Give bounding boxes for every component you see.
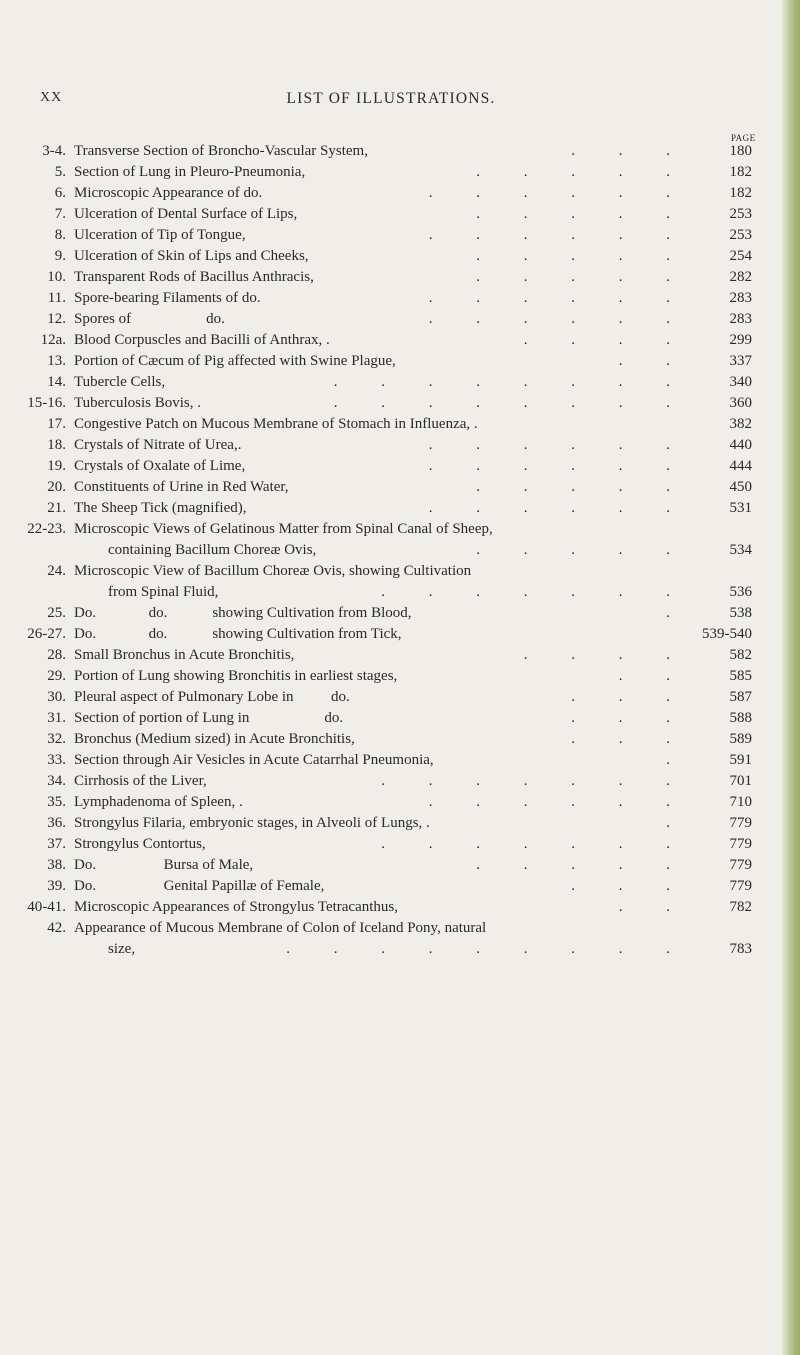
figure-number: 14. <box>47 374 66 390</box>
figure-number: 8. <box>54 227 66 243</box>
figure-title: Ulceration of Dental Surface of Lips, <box>74 206 298 222</box>
figure-number: 22-23. <box>27 521 66 537</box>
list-item <box>0 813 782 834</box>
figure-title: Appearance of Mucous Membrane of Colon of Iceland Pony, natural <box>74 920 487 936</box>
page-number: 299 <box>729 332 752 348</box>
figure-number: 31. <box>47 710 66 726</box>
figure-number: 11. <box>47 290 66 306</box>
list-item <box>0 855 782 876</box>
page-number: 440 <box>729 437 752 453</box>
page-number: 450 <box>729 479 752 495</box>
page-number: 182 <box>729 185 752 201</box>
figure-title: Constituents of Urine in Red Water, <box>74 479 289 495</box>
dot-leaders: . . . . . . . <box>381 836 690 852</box>
list-item <box>0 477 782 498</box>
figure-number: 10. <box>47 269 66 285</box>
dot-leaders: . . . . . . . . . <box>286 941 690 957</box>
list-item <box>0 435 782 456</box>
figure-number: 29. <box>47 668 66 684</box>
list-item <box>0 897 782 918</box>
page-number: 382 <box>729 416 752 432</box>
dot-leaders: . . . . . <box>476 164 690 180</box>
page-number: 531 <box>729 500 752 516</box>
figure-number: 15-16. <box>27 395 66 411</box>
list-item <box>0 771 782 792</box>
figure-title: Microscopic View of Bacillum Choreæ Ovis, showing Cultivation <box>74 563 472 579</box>
figure-number: 42. <box>47 920 66 936</box>
page-number: 582 <box>729 647 752 663</box>
page-number: 253 <box>729 227 752 243</box>
list-item <box>0 414 782 435</box>
figure-number: 6. <box>54 185 66 201</box>
list-item <box>0 729 782 750</box>
dot-leaders: . . . . . . <box>428 500 690 516</box>
dot-leaders: . . . . . . <box>428 794 690 810</box>
figure-title: Portion of Cæcum of Pig affected with Swine Plague, <box>74 353 396 369</box>
list-item <box>0 540 782 561</box>
list-item <box>0 792 782 813</box>
list-item <box>0 624 782 645</box>
page-number: 340 <box>729 374 752 390</box>
page-number: 534 <box>729 542 752 558</box>
list-item <box>0 834 782 855</box>
list-item <box>0 204 782 225</box>
figure-number: 12. <box>47 311 66 327</box>
page-number: 588 <box>729 710 752 726</box>
page-number: 444 <box>729 458 752 474</box>
figure-number: 18. <box>47 437 66 453</box>
list-item <box>0 708 782 729</box>
page-number: 182 <box>729 164 752 180</box>
page-number: 701 <box>729 773 752 789</box>
figure-number: 3-4. <box>42 143 66 159</box>
dot-leaders: . . . . . . <box>428 437 690 453</box>
dot-leaders: . <box>666 752 690 768</box>
dot-leaders: . . . <box>571 143 690 159</box>
figure-title: Section through Air Vesicles in Acute Catarrhal Pneumonia, <box>74 752 434 768</box>
figure-number: 40-41. <box>27 899 66 915</box>
dot-leaders: . . . . . . <box>428 290 690 306</box>
figure-title: Do. Genital Papillæ of Female, <box>74 878 325 894</box>
dot-leaders: . . . <box>571 878 690 894</box>
figure-title: Spore-bearing Filaments of do. <box>74 290 261 306</box>
figure-title: Do. do. showing Cultivation from Blood, <box>74 605 412 621</box>
dot-leaders: . . . <box>571 689 690 705</box>
page-number: 591 <box>729 752 752 768</box>
figure-title: Pleural aspect of Pulmonary Lobe in do. <box>74 689 350 705</box>
figure-title: Strongylus Filaria, embryonic stages, in Alveoli of Lungs, . <box>74 815 430 831</box>
figure-number: 26-27. <box>27 626 66 642</box>
page-number: 283 <box>729 290 752 306</box>
figure-number: 28. <box>47 647 66 663</box>
page-folio: XX <box>40 90 63 105</box>
dot-leaders: . . . . <box>523 647 690 663</box>
page-number: 779 <box>729 857 752 873</box>
dot-leaders: . . . . . . <box>428 458 690 474</box>
figure-title: Blood Corpuscles and Bacilli of Anthrax, . <box>74 332 330 348</box>
list-item <box>0 141 782 162</box>
figure-number: 5. <box>54 164 66 180</box>
figure-title: Crystals of Oxalate of Lime, <box>74 458 246 474</box>
figure-number: 34. <box>47 773 66 789</box>
list-item <box>0 876 782 897</box>
list-item <box>0 309 782 330</box>
figure-number: 39. <box>47 878 66 894</box>
list-item <box>0 561 782 582</box>
list-item <box>0 288 782 309</box>
figure-title: Tubercle Cells, <box>74 374 166 390</box>
page-number: 337 <box>729 353 752 369</box>
list-item <box>0 372 782 393</box>
list-item <box>0 645 782 666</box>
list-item <box>0 162 782 183</box>
page-number: 710 <box>729 794 752 810</box>
dot-leaders: . . . . . <box>476 857 690 873</box>
page-number: 180 <box>729 143 752 159</box>
page-number: 779 <box>729 815 752 831</box>
list-item <box>0 330 782 351</box>
list-item <box>0 666 782 687</box>
figure-title: Transparent Rods of Bacillus Anthracis, <box>74 269 314 285</box>
list-item <box>0 393 782 414</box>
page-number: 585 <box>729 668 752 684</box>
page-number: 536 <box>729 584 752 600</box>
list-item <box>0 519 782 540</box>
figure-number: 21. <box>47 500 66 516</box>
figure-title: Lymphadenoma of Spleen, . <box>74 794 243 810</box>
page-number: 779 <box>729 878 752 894</box>
page-number: 779 <box>729 836 752 852</box>
dot-leaders: . . . . . . <box>428 311 690 327</box>
dot-leaders: . . . <box>571 731 690 747</box>
page-number: 538 <box>729 605 752 621</box>
figure-number: 20. <box>47 479 66 495</box>
figure-number: 32. <box>47 731 66 747</box>
list-item <box>0 918 782 939</box>
page-number: 539-540 <box>702 626 752 642</box>
figure-title: Do. do. showing Cultivation from Tick, <box>74 626 402 642</box>
figure-number: 24. <box>47 563 66 579</box>
dot-leaders: . . <box>618 353 690 369</box>
dot-leaders: . . . . . <box>476 206 690 222</box>
dot-leaders: . . . . . <box>476 269 690 285</box>
figure-title: Small Bronchus in Acute Bronchitis, <box>74 647 295 663</box>
figure-number: 19. <box>47 458 66 474</box>
figure-title: Ulceration of Skin of Lips and Cheeks, <box>74 248 309 264</box>
page-number: 587 <box>729 689 752 705</box>
dot-leaders: . . . . . . . . <box>333 374 690 390</box>
page-number: 253 <box>729 206 752 222</box>
figure-number: 36. <box>47 815 66 831</box>
dot-leaders: . . . . . <box>476 479 690 495</box>
list-item <box>0 750 782 771</box>
dot-leaders: . . <box>618 668 690 684</box>
figure-title: size, <box>108 941 136 957</box>
figure-title: Ulceration of Tip of Tongue, <box>74 227 246 243</box>
figure-title: The Sheep Tick (magnified), <box>74 500 247 516</box>
page-number: 254 <box>729 248 752 264</box>
page-header <box>0 90 782 120</box>
dot-leaders: . . . . . <box>476 542 690 558</box>
list-item <box>0 498 782 519</box>
page-number: 282 <box>729 269 752 285</box>
page-number: 783 <box>729 941 752 957</box>
figure-title: from Spinal Fluid, <box>108 584 219 600</box>
list-item <box>0 246 782 267</box>
list-item <box>0 267 782 288</box>
dot-leaders: . <box>666 605 690 621</box>
figure-title: Bronchus (Medium sized) in Acute Bronchitis, <box>74 731 355 747</box>
dot-leaders: . . . . . . <box>428 227 690 243</box>
dot-leaders: . . . . . . . . <box>333 395 690 411</box>
figure-title: Microscopic Views of Gelatinous Matter from Spinal Canal of Sheep, <box>74 521 493 537</box>
running-title: LIST OF ILLUSTRATIONS. <box>286 90 496 107</box>
list-item <box>0 939 782 960</box>
list-item <box>0 582 782 603</box>
figure-title: Section of Lung in Pleuro-Pneumonia, <box>74 164 306 180</box>
dot-leaders: . . . . . . . <box>381 584 690 600</box>
dot-leaders: . . . . . <box>476 248 690 264</box>
figure-title: Crystals of Nitrate of Urea,. <box>74 437 242 453</box>
page-number: 360 <box>729 395 752 411</box>
figure-title: Congestive Patch on Mucous Membrane of Stomach in Influenza, . <box>74 416 478 432</box>
page-edge <box>782 0 800 1355</box>
figure-title: Portion of Lung showing Bronchitis in earliest stages, <box>74 668 398 684</box>
list-item <box>0 687 782 708</box>
figure-number: 13. <box>47 353 66 369</box>
figure-title: Do. Bursa of Male, <box>74 857 254 873</box>
dot-leaders: . . . <box>571 710 690 726</box>
figure-number: 17. <box>47 416 66 432</box>
figure-title: Strongylus Contortus, <box>74 836 206 852</box>
list-item <box>0 351 782 372</box>
figure-title: Section of portion of Lung in do. <box>74 710 344 726</box>
figure-number: 37. <box>47 836 66 852</box>
figure-title: Cirrhosis of the Liver, <box>74 773 207 789</box>
figure-number: 7. <box>54 206 66 222</box>
figure-title: Microscopic Appearance of do. <box>74 185 263 201</box>
page-column-label: PAGE <box>731 133 756 143</box>
figure-number: 25. <box>47 605 66 621</box>
illustrations-list <box>0 141 782 960</box>
figure-number: 30. <box>47 689 66 705</box>
dot-leaders: . . . . <box>523 332 690 348</box>
figure-title: Transverse Section of Broncho-Vascular System, <box>74 143 368 159</box>
list-item <box>0 183 782 204</box>
page-number: 283 <box>729 311 752 327</box>
dot-leaders: . <box>666 815 690 831</box>
figure-title: Tuberculosis Bovis, . <box>74 395 201 411</box>
dot-leaders: . . . . . . . <box>381 773 690 789</box>
dot-leaders: . . . . . . <box>428 185 690 201</box>
figure-number: 9. <box>54 248 66 264</box>
dot-leaders: . . <box>618 899 690 915</box>
figure-title: containing Bacillum Choreæ Ovis, <box>108 542 317 558</box>
figure-number: 35. <box>47 794 66 810</box>
figure-title: Microscopic Appearances of Strongylus Tetracanthus, <box>74 899 399 915</box>
page-number: 589 <box>729 731 752 747</box>
page-number: 782 <box>729 899 752 915</box>
figure-number: 12a. <box>40 332 66 348</box>
list-item <box>0 603 782 624</box>
figure-number: 33. <box>47 752 66 768</box>
list-item <box>0 456 782 477</box>
list-item <box>0 225 782 246</box>
figure-title: Spores of do. <box>74 311 225 327</box>
figure-number: 38. <box>47 857 66 873</box>
